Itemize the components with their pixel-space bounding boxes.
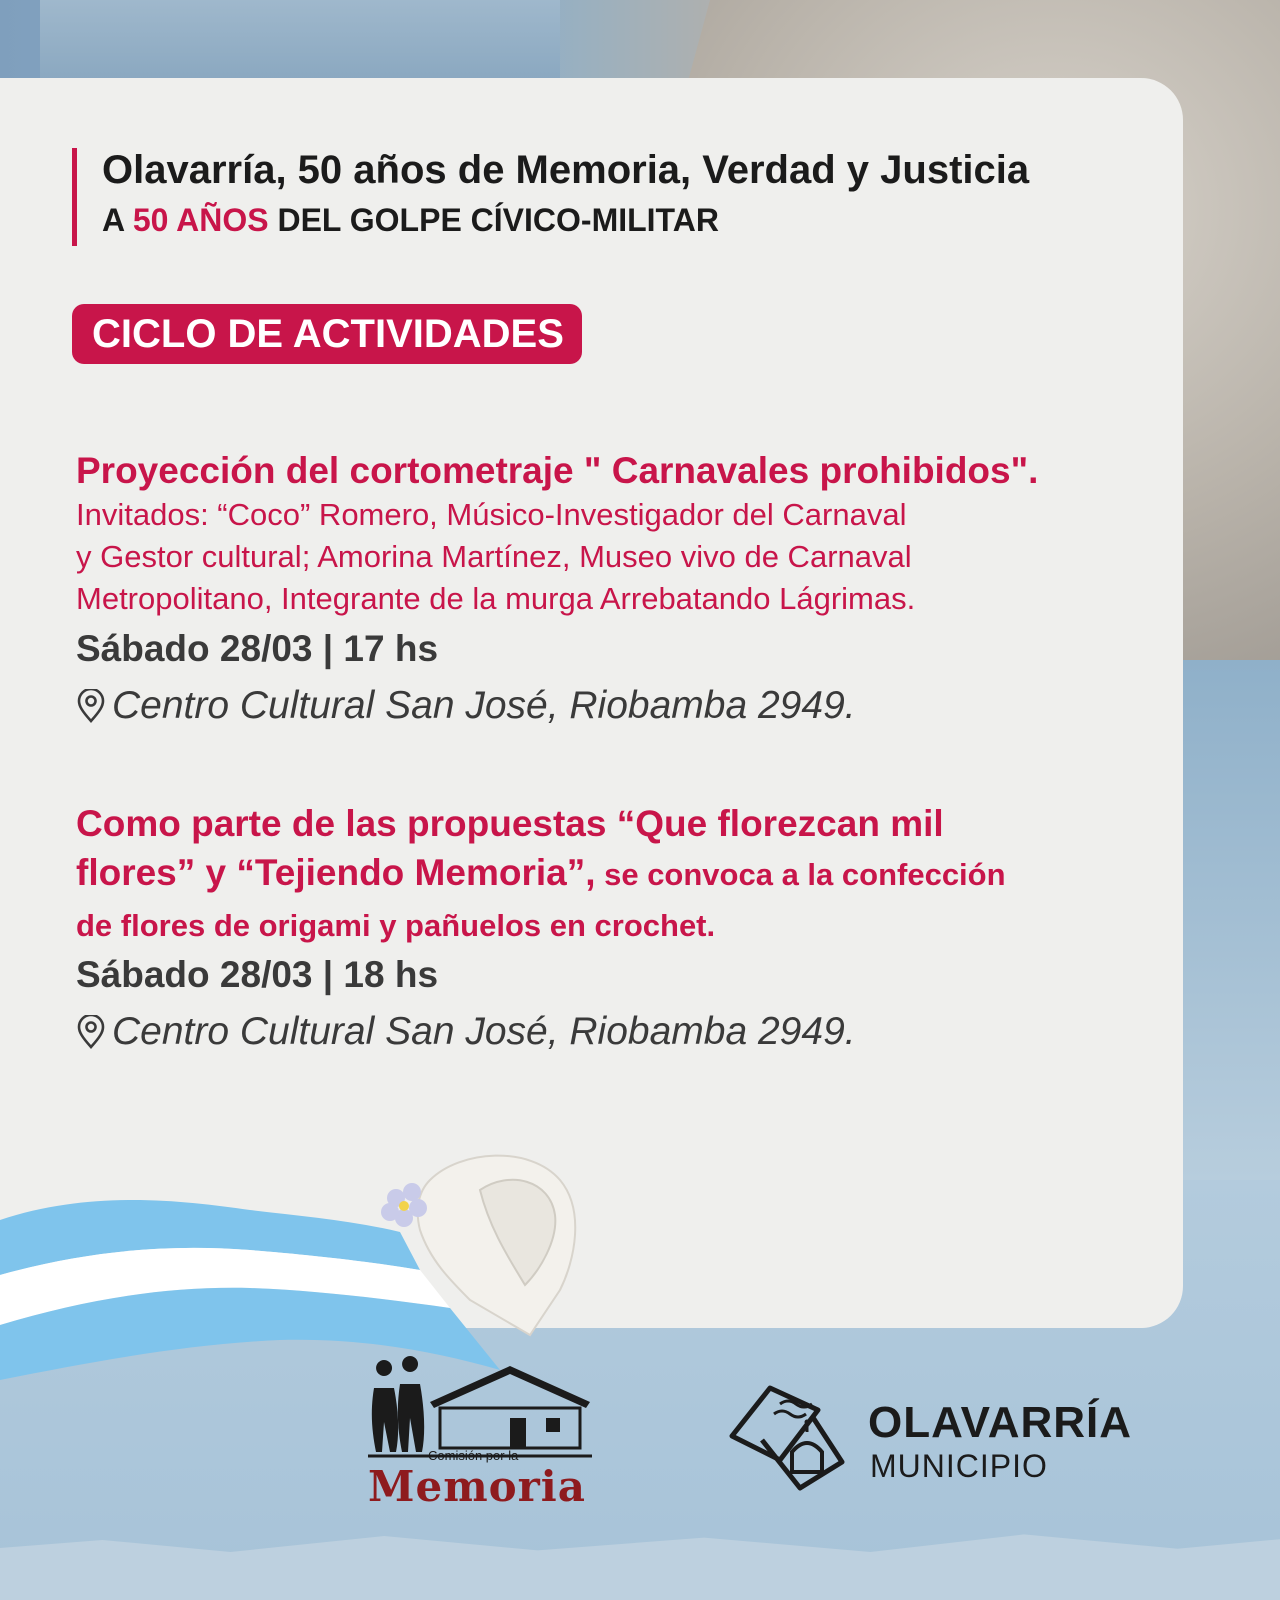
subtitle-pre: A [102, 202, 124, 238]
event-2-desc-part: se convoca a la confección [595, 857, 1006, 892]
event-2-title-line [76, 848, 1156, 906]
white-kerchief [360, 1120, 600, 1350]
event-1-location-text: Centro Cultural San José, Riobamba 2949. [112, 684, 856, 727]
header-accent-bar [72, 148, 77, 246]
event-1-datetime: Sábado 28/03 | 17 hs [76, 628, 439, 669]
olavarria-wordmark: OLAVARRÍA [868, 1398, 1133, 1447]
page-title: Olavarría, 50 años de Memoria, Verdad y Justicia [102, 148, 1030, 192]
event-1-title: Proyección del cortometraje " Carnavales prohibidos". [76, 450, 1039, 491]
municipio-wordmark: MUNICIPIO [870, 1448, 1048, 1484]
subtitle-post: DEL GOLPE CÍVICO-MILITAR [277, 202, 719, 238]
event-2-title-part: flores” y “Tejiendo Memoria”, [76, 852, 596, 893]
background-building-photo [40, 0, 560, 90]
event-1-desc-line: Invitados: “Coco” Romero, Músico-Investigador del Carnaval [76, 497, 907, 532]
olavarria-municipio-logo-icon [722, 1376, 852, 1496]
event-2-location [76, 1010, 1156, 1054]
event-1-location [76, 684, 1156, 728]
event-2-title-line: Como parte de las propuestas “Que florezcan mil [76, 803, 944, 844]
event-1 [76, 448, 1156, 728]
event-2-desc-line: de flores de origami y pañuelos en crochet. [76, 908, 716, 943]
event-1-desc-line: y Gestor cultural; Amorina Martínez, Museo vivo de Carnaval [76, 539, 912, 574]
memoria-logo-wordmark: Memoria [368, 1462, 586, 1511]
event-2-datetime: Sábado 28/03 | 18 hs [76, 954, 439, 995]
location-pin-icon [76, 689, 106, 723]
section-badge: CICLO DE ACTIVIDADES [72, 304, 582, 364]
subtitle-accent: 50 AÑOS [132, 202, 269, 238]
page-subtitle [102, 202, 719, 239]
event-1-desc-line: Metropolitano, Integrante de la murga Arrebatando Lágrimas. [76, 581, 916, 616]
event-2 [76, 800, 1156, 1054]
location-pin-icon [76, 1015, 106, 1049]
event-2-location-text: Centro Cultural San José, Riobamba 2949. [112, 1010, 856, 1053]
memoria-logo-caption: Comisión por la [428, 1448, 519, 1463]
